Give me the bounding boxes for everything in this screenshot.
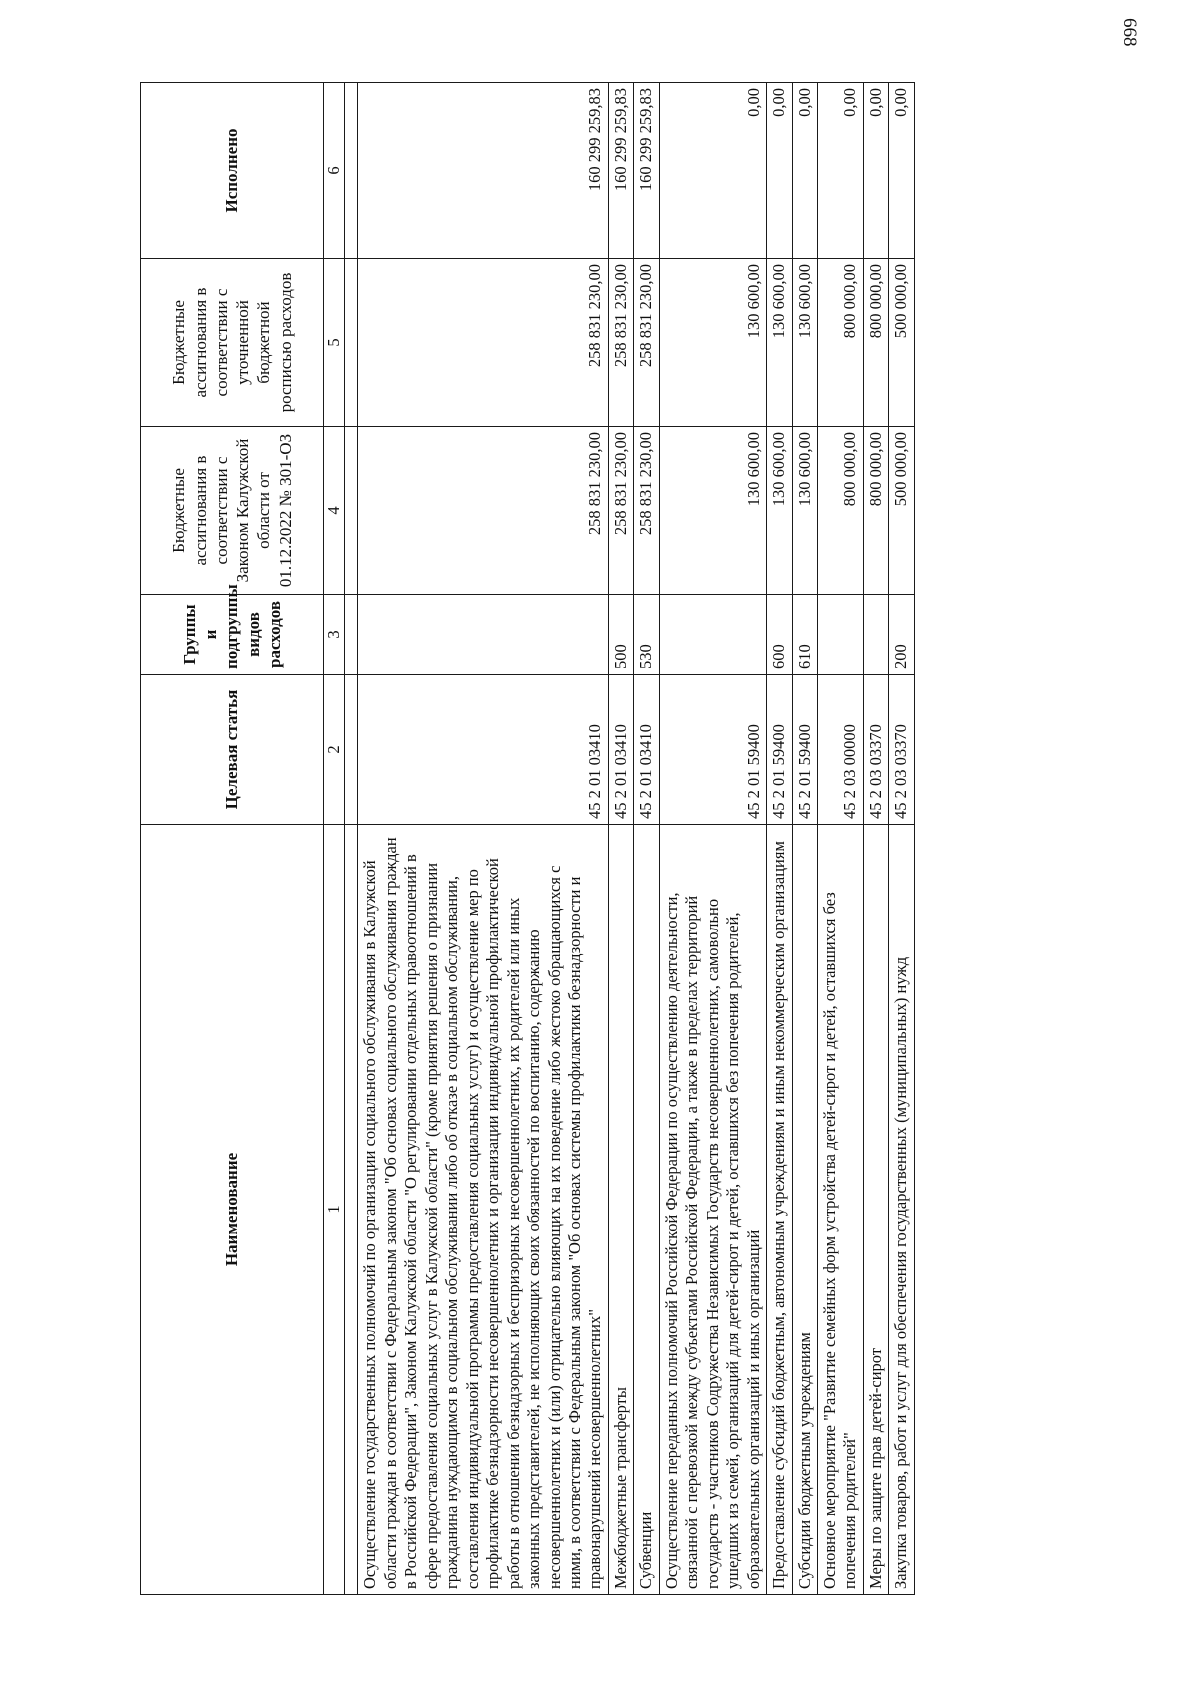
row-law-allocation: 130 600,00	[792, 427, 817, 595]
row-expense-group	[659, 595, 766, 675]
row-target-article: 45 2 03 03370	[889, 675, 914, 825]
table-header-row	[141, 83, 324, 1595]
table-row	[889, 83, 914, 1595]
table-row	[608, 83, 633, 1595]
row-executed: 0,00	[767, 83, 792, 259]
column-number-row	[324, 83, 345, 1595]
row-target-article: 45 2 01 03410	[634, 675, 659, 825]
header-target-article: Целевая статья	[141, 675, 324, 825]
row-executed: 0,00	[863, 83, 888, 259]
column-number: 3	[324, 595, 345, 675]
row-refined-allocation: 258 831 230,00	[608, 259, 633, 427]
row-law-allocation: 130 600,00	[659, 427, 766, 595]
row-refined-allocation: 800 000,00	[817, 259, 863, 427]
row-target-article: 45 2 03 03370	[863, 675, 888, 825]
row-target-article: 45 2 01 03410	[358, 675, 608, 825]
header-law-allocations: Бюджетные ассигнования в соответствии с Законом Калужской области от 01.12.2022 № 301-ОЗ	[141, 427, 324, 595]
row-expense-group: 530	[634, 595, 659, 675]
row-name: Основное мероприятие "Развитие семейных форм устройства детей-сирот и детей, оставшихся без попечения родителей"	[817, 825, 863, 1595]
row-executed: 0,00	[817, 83, 863, 259]
table-row	[659, 83, 766, 1595]
column-number: 5	[324, 259, 345, 427]
row-refined-allocation: 258 831 230,00	[634, 259, 659, 427]
row-refined-allocation: 130 600,00	[767, 259, 792, 427]
rotated-page	[140, 83, 1065, 1595]
row-expense-group	[863, 595, 888, 675]
row-refined-allocation: 800 000,00	[863, 259, 888, 427]
row-refined-allocation: 130 600,00	[792, 259, 817, 427]
header-refined-allocations: Бюджетные ассигнования в соответствии с уточненной бюджетной росписью расходов	[141, 259, 324, 427]
row-executed: 0,00	[889, 83, 914, 259]
row-target-article: 45 2 01 59400	[659, 675, 766, 825]
row-law-allocation: 130 600,00	[767, 427, 792, 595]
row-expense-group: 610	[792, 595, 817, 675]
row-name: Предоставление субсидий бюджетным, автономным учреждениям и иным некоммерческим организациям	[767, 825, 792, 1595]
table-row	[634, 83, 659, 1595]
row-expense-group: 500	[608, 595, 633, 675]
budget-table	[140, 82, 915, 1595]
spacer-row	[345, 83, 358, 1595]
header-expense-groups: Группы и подгруппы видов расходов	[141, 595, 324, 675]
table-body	[358, 83, 914, 1595]
row-expense-group	[358, 595, 608, 675]
table-row	[863, 83, 888, 1595]
row-executed: 160 299 259,83	[608, 83, 633, 259]
row-refined-allocation: 500 000,00	[889, 259, 914, 427]
row-name: Осуществление государственных полномочий по организации социального обслуживания в Калужской области граждан в соответствии с Федеральным законом "Об основах социального обслуживания граждан в Российской Федерации", Законом Калужской области "О регулировании отдельных правоотношений в сфере предоставления социальных услуг в Калужской области" (кроме принятия решения о признании гражданина нуждающимся в социальном обслуживании либо об отказе в социальном обслуживании, составления индивидуальной программы предоставления социальных услуг) и осуществление мер по профилактике безнадзорности несовершеннолетних и организации индивидуальной профилактической работы в отношении безнадзорных и беспризорных несовершеннолетних, их родителей или иных законных представителей, не исполняющих своих обязанностей по воспитанию, содержанию несовершеннолетних и (или) отрицательно влияющих на их поведение либо жестоко обращающихся с ними, в соответствии с Федеральным законом "Об основах системы профилактики безнадзорности и правонарушений несовершеннолетних"	[358, 825, 608, 1595]
row-expense-group	[817, 595, 863, 675]
row-expense-group: 600	[767, 595, 792, 675]
row-law-allocation: 500 000,00	[889, 427, 914, 595]
header-executed: Исполнено	[141, 83, 324, 259]
row-expense-group: 200	[889, 595, 914, 675]
row-law-allocation: 258 831 230,00	[358, 427, 608, 595]
row-law-allocation: 258 831 230,00	[608, 427, 633, 595]
row-target-article: 45 2 01 03410	[608, 675, 633, 825]
row-refined-allocation: 258 831 230,00	[358, 259, 608, 427]
table-row	[767, 83, 792, 1595]
row-name: Субсидии бюджетным учреждениям	[792, 825, 817, 1595]
row-target-article: 45 2 01 59400	[792, 675, 817, 825]
row-name: Меры по защите прав детей-сирот	[863, 825, 888, 1595]
page-number: 668	[1119, 18, 1140, 47]
row-law-allocation: 258 831 230,00	[634, 427, 659, 595]
column-number: 6	[324, 83, 345, 259]
row-name: Межбюджетные трансферты	[608, 825, 633, 1595]
row-target-article: 45 2 03 00000	[817, 675, 863, 825]
row-name: Закупка товаров, работ и услуг для обеспечения государственных (муниципальных) нужд	[889, 825, 914, 1595]
row-target-article: 45 2 01 59400	[767, 675, 792, 825]
row-executed: 0,00	[659, 83, 766, 259]
table-row	[817, 83, 863, 1595]
row-executed: 160 299 259,83	[634, 83, 659, 259]
row-law-allocation: 800 000,00	[817, 427, 863, 595]
column-number: 4	[324, 427, 345, 595]
table-row	[358, 83, 608, 1595]
row-name: Осуществление переданных полномочий Российской Федерации по осуществлению деятельности, связанной с перевозкой между субъектами Российской Федерации, а также в пределах территорий государств - участников Содружества Независимых Государств несовершеннолетних, самовольно ушедших из семей, организаций для детей-сирот и детей, оставшихся без попечения родителей, образовательных организаций и иных организаций	[659, 825, 766, 1595]
row-executed: 0,00	[792, 83, 817, 259]
row-name: Субвенции	[634, 825, 659, 1595]
row-refined-allocation: 130 600,00	[659, 259, 766, 427]
table-row	[792, 83, 817, 1595]
column-number: 1	[324, 825, 345, 1595]
column-number: 2	[324, 675, 345, 825]
row-executed: 160 299 259,83	[358, 83, 608, 259]
header-name: Наименование	[141, 825, 324, 1595]
row-law-allocation: 800 000,00	[863, 427, 888, 595]
